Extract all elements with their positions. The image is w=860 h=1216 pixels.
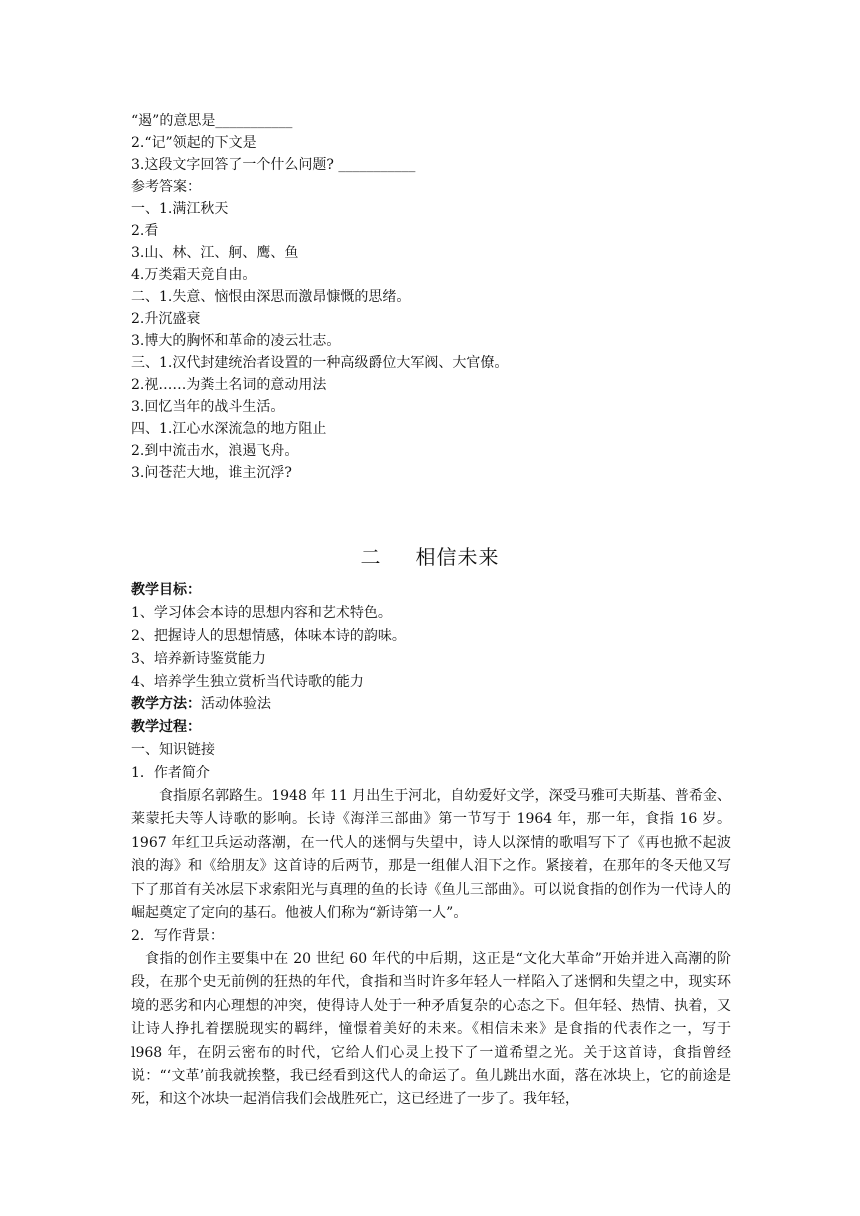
answer-line: 二、1.失意、恼恨由深思而激昂慷慨的思绪。 xyxy=(131,289,411,305)
answer-line: 3.山、林、江、舸、鹰、鱼 xyxy=(131,245,299,261)
method-heading: 教学方法： xyxy=(131,696,201,712)
section-name: 相信未来 xyxy=(415,545,500,569)
goal-item: 1、学习体会本诗的思想内容和艺术特色。 xyxy=(131,605,392,621)
answer-line: 3.问苍茫大地，谁主沉浮? xyxy=(131,465,292,481)
part-one-heading: 一、知识链接 xyxy=(131,742,215,758)
question-line-1: “遏”的意思是___________ xyxy=(131,113,293,129)
author-heading: 1．作者简介 xyxy=(131,765,210,781)
answer-line: 2.到中流击水，浪遏飞舟。 xyxy=(131,443,299,459)
background-heading: 2．写作背景： xyxy=(131,928,224,944)
goal-item: 4、培养学生独立赏析当代诗歌的能力 xyxy=(131,674,364,690)
process-heading: 教学过程： xyxy=(131,719,201,735)
reference-answers-heading: 参考答案： xyxy=(131,179,201,195)
method-line xyxy=(131,693,271,715)
question-line-2: 2.“记”领起的下文是 xyxy=(131,135,257,151)
goal-item: 2、把握诗人的思想情感，体味本诗的韵味。 xyxy=(131,628,406,644)
answer-line: 2.视……为粪土名词的意动用法 xyxy=(131,377,327,393)
question-line-3: 3.这段文字回答了一个什么问题? ___________ xyxy=(131,157,416,173)
background-paragraph: 食指的创作主要集中在 20 世纪 60 年代的中后期，这正是“文化大革命”开始并进入高潮的阶段，在那个史无前例的狂热的年代，食指和当时许多年轻人一样陷入了迷惘和失望之中，现实环境的恶劣和内心理想的冲突，使得诗人处于一种矛盾复杂的心态之下。但年轻、热情、执着，又让诗人挣扎着摆脱现实的羁绊，憧憬着美好的未来。《相信未来》是食指的代表作之一，写于 l968 年，在阴云密布的时代，它给人们心灵上投下了一道希望之光。关于这首诗，食指曾经说：“‘文革’前我就挨整，我已经看到这代人的命运了。鱼儿跳出水面，落在冰块上，它的前途是死，和这个冰块一起消信我们会战胜死亡，这已经进了一步了。我年轻， xyxy=(131,951,731,1108)
answer-line: 2.升沉盛衰 xyxy=(131,311,201,327)
answer-line: 一、1.满江秋天 xyxy=(131,201,229,217)
section-number: 二 xyxy=(360,545,382,569)
method-value: 活动体验法 xyxy=(201,696,271,712)
answer-line: 2.看 xyxy=(131,223,159,239)
section-title xyxy=(0,543,860,571)
answer-line: 4.万类霜天竞自由。 xyxy=(131,267,257,283)
goal-item: 3、培养新诗鉴赏能力 xyxy=(131,651,266,667)
goals-heading: 教学目标： xyxy=(131,582,201,598)
answer-line: 三、1.汉代封建统治者设置的一种高级爵位大军阀、大官僚。 xyxy=(131,355,509,371)
answer-line: 3.回忆当年的战斗生活。 xyxy=(131,399,285,415)
author-paragraph: 食指原名郭路生。1948 年 11 月出生于河北，自幼爱好文学，深受马雅可夫斯基、普希金、莱蒙托夫等人诗歌的影响。长诗《海洋三部曲》第一节写于 1964 年，那一年，食指 16 岁。1967 年红卫兵运动落潮，在一代人的迷惘与失望中，诗人以深情的歌唱写下了《再也掀不起波浪的海》和《给朋友》这首诗的后两节，那是一组催人泪下之作。紧接着，在那年的冬天他又写下了那首有关冰层下求索阳光与真理的鱼的长诗《鱼儿三部曲》。可以说食指的创作为一代诗人的崛起奠定了定向的基石。他被人们称为“新诗第一人”。 xyxy=(131,788,731,922)
answer-line: 3.博大的胸怀和革命的凌云壮志。 xyxy=(131,333,341,349)
answer-line: 四、1.江心水深流急的地方阻止 xyxy=(131,421,327,437)
